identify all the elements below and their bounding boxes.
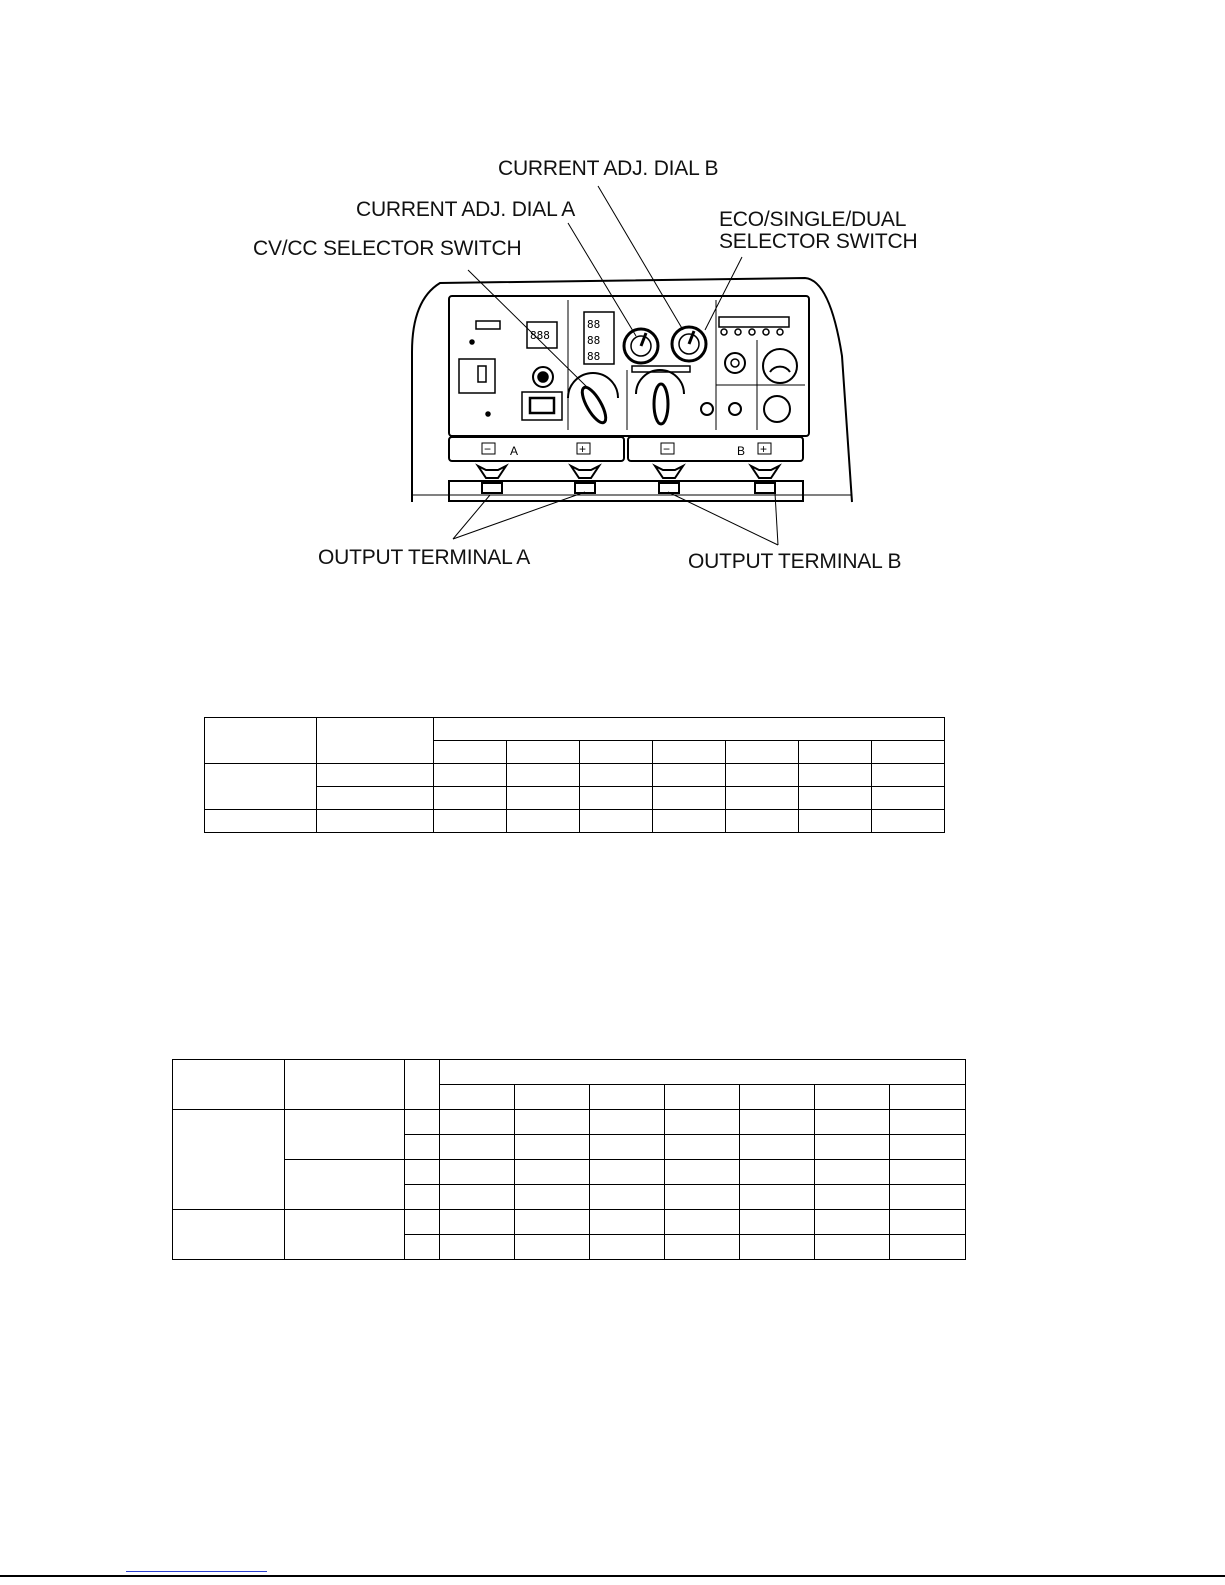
table-cell — [173, 1210, 285, 1260]
table-cell — [815, 1210, 890, 1235]
table-cell — [890, 1160, 966, 1185]
table-cell — [815, 1160, 890, 1185]
wing-nuts — [478, 466, 779, 493]
table-cell — [815, 1085, 890, 1110]
table-cell — [405, 1110, 440, 1135]
table-cell — [590, 1110, 665, 1135]
table-cell — [590, 1210, 665, 1235]
table-cell — [434, 764, 507, 787]
table-cell — [890, 1085, 966, 1110]
table-cell — [890, 1185, 966, 1210]
table-cell — [665, 1210, 740, 1235]
table-cell — [515, 1160, 590, 1185]
table-cell — [515, 1185, 590, 1210]
table-cell — [507, 741, 580, 764]
table-cell — [285, 1060, 405, 1110]
table-cell — [653, 764, 726, 787]
table-cell — [815, 1110, 890, 1135]
spec-table-1 — [204, 717, 945, 833]
table-cell — [205, 810, 317, 833]
table-cell — [815, 1135, 890, 1160]
main-switch — [459, 359, 495, 393]
svg-text:88: 88 — [587, 318, 601, 331]
terminal-minus-a: − — [484, 442, 492, 456]
table-cell — [434, 718, 945, 741]
table-cell — [740, 1160, 815, 1185]
table-cell — [815, 1235, 890, 1260]
table-cell — [515, 1110, 590, 1135]
table-cell — [440, 1060, 966, 1085]
table-cell — [434, 741, 507, 764]
table-cell — [590, 1135, 665, 1160]
terminal-label-a: A — [510, 444, 519, 458]
callout-current-dial-b: CURRENT ADJ. DIAL B — [498, 157, 719, 180]
svg-text:888: 888 — [530, 329, 550, 342]
footer-rule — [0, 1575, 1225, 1577]
table-cell — [890, 1235, 966, 1260]
terminal-minus-b: − — [663, 442, 671, 456]
table-cell — [872, 787, 945, 810]
table-cell — [317, 718, 434, 764]
spec-table-2 — [172, 1059, 966, 1260]
table-cell — [653, 810, 726, 833]
key-switch — [725, 353, 745, 373]
table-cell — [173, 1060, 285, 1110]
table-cell — [799, 810, 872, 833]
table-cell — [515, 1210, 590, 1235]
table-cell — [405, 1060, 440, 1110]
table-cell — [665, 1235, 740, 1260]
table-cell — [726, 741, 799, 764]
middle-section — [568, 312, 741, 426]
table-cell — [740, 1235, 815, 1260]
table-cell — [580, 764, 653, 787]
table-cell — [872, 741, 945, 764]
table-cell — [173, 1110, 285, 1210]
table-cell — [285, 1210, 405, 1260]
table-cell — [440, 1210, 515, 1235]
table-cell — [740, 1135, 815, 1160]
housing-outline — [412, 278, 852, 502]
table-cell — [740, 1085, 815, 1110]
terminal-label-b: B — [737, 444, 746, 458]
table-cell — [665, 1135, 740, 1160]
table-cell — [590, 1160, 665, 1185]
table-cell — [440, 1110, 515, 1135]
callout-current-dial-a: CURRENT ADJ. DIAL A — [356, 198, 576, 221]
table-cell — [405, 1235, 440, 1260]
table-cell — [590, 1085, 665, 1110]
control-panel-illustration — [0, 0, 1225, 640]
table-cell — [590, 1235, 665, 1260]
table-cell — [507, 764, 580, 787]
table-cell — [665, 1160, 740, 1185]
table-cell — [405, 1185, 440, 1210]
table-cell — [440, 1160, 515, 1185]
table-cell — [590, 1185, 665, 1210]
table-cell — [205, 718, 317, 764]
left-section — [459, 321, 562, 420]
table-cell — [434, 810, 507, 833]
table-cell — [317, 810, 434, 833]
table-cell — [653, 741, 726, 764]
table-cell — [580, 787, 653, 810]
table-cell — [665, 1085, 740, 1110]
table-cell — [740, 1185, 815, 1210]
table-cell — [405, 1135, 440, 1160]
table-cell — [440, 1135, 515, 1160]
table-cell — [665, 1110, 740, 1135]
table-cell — [285, 1160, 405, 1210]
terminal-plus-a: + — [579, 442, 587, 456]
table-cell — [285, 1110, 405, 1160]
receptacle — [764, 396, 790, 422]
table-cell — [515, 1135, 590, 1160]
footer-link-underline[interactable] — [126, 1571, 267, 1572]
table-cell — [799, 764, 872, 787]
table-cell — [440, 1085, 515, 1110]
table-cell — [726, 787, 799, 810]
callout-eco-selector: ECO/SINGLE/DUAL SELECTOR SWITCH — [719, 208, 918, 253]
table-cell — [799, 741, 872, 764]
table-cell — [507, 787, 580, 810]
svg-text:88: 88 — [587, 334, 601, 347]
table-cell — [890, 1135, 966, 1160]
table-cell — [515, 1235, 590, 1260]
table-cell — [580, 810, 653, 833]
socket-a — [522, 392, 562, 420]
table-cell — [440, 1185, 515, 1210]
svg-text:88: 88 — [587, 350, 601, 363]
table-cell — [580, 741, 653, 764]
table-cell — [726, 810, 799, 833]
table-cell — [740, 1110, 815, 1135]
table-cell — [872, 764, 945, 787]
table-cell — [665, 1185, 740, 1210]
table-cell — [890, 1210, 966, 1235]
table-cell — [434, 787, 507, 810]
callout-output-b: OUTPUT TERMINAL B — [688, 550, 902, 573]
table-cell — [872, 810, 945, 833]
cvcc-selector — [568, 373, 618, 398]
table-cell — [317, 787, 434, 810]
table-cell — [740, 1210, 815, 1235]
eco-selector — [636, 370, 684, 394]
control-panel-diagram — [0, 0, 1225, 640]
terminal-plus-b: + — [760, 442, 768, 456]
table-cell — [440, 1235, 515, 1260]
callout-output-a: OUTPUT TERMINAL A — [318, 546, 531, 569]
table-cell — [653, 787, 726, 810]
table-cell — [405, 1210, 440, 1235]
table-cell — [507, 810, 580, 833]
table-cell — [515, 1085, 590, 1110]
table-cell — [815, 1185, 890, 1210]
table-cell — [317, 764, 434, 787]
table-cell — [799, 787, 872, 810]
table-cell — [205, 764, 317, 810]
table-cell — [890, 1110, 966, 1135]
callout-cvcc-selector: CV/CC SELECTOR SWITCH — [253, 237, 522, 260]
table-cell — [405, 1160, 440, 1185]
table-cell — [726, 764, 799, 787]
